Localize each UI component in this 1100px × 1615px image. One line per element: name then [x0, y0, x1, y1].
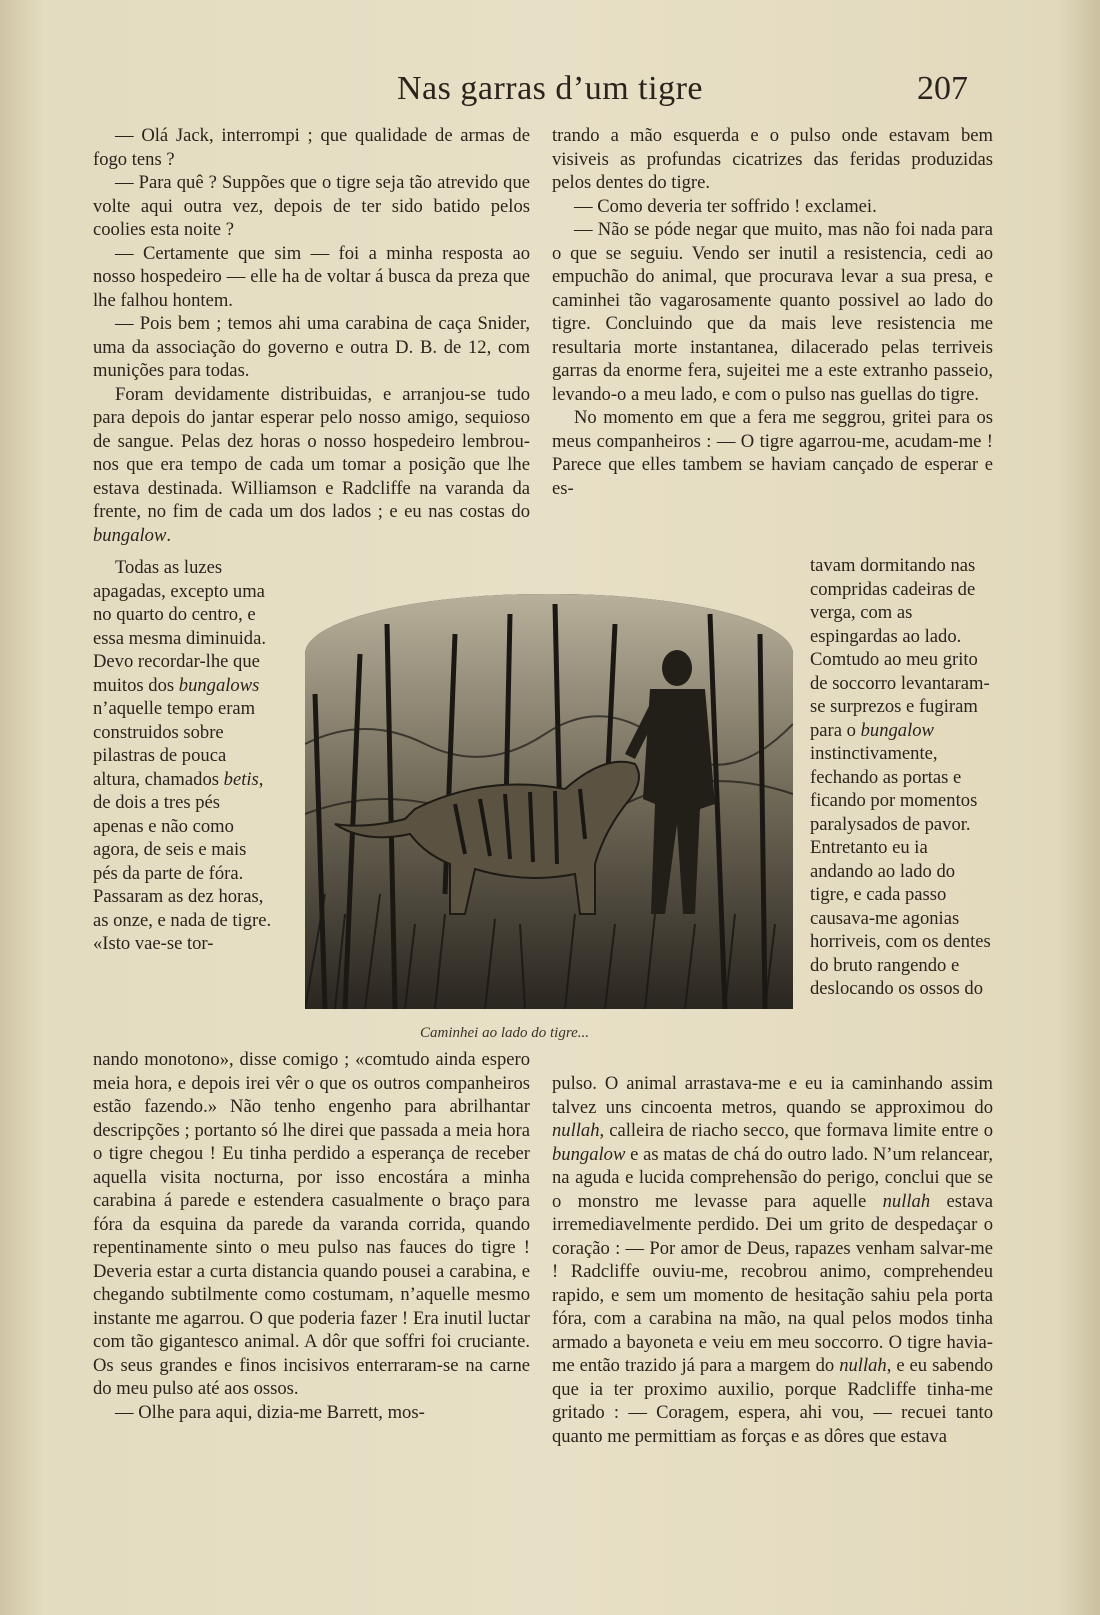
running-title: Nas garras d’um tigre: [396, 70, 703, 107]
paragraph: [552, 1072, 993, 1448]
italic-term: bungalow: [860, 719, 934, 741]
paragraph: No momento em que a fera me seggrou, gritei para os meus companheiros : — O tigre agarrou-me, acudam-me ! Parece que elles tambem se haviam cançado de esperar e es-: [552, 407, 993, 499]
italic-term: nullah: [552, 1120, 600, 1141]
paragraph: [93, 556, 273, 956]
left-wrap-text: [93, 556, 273, 956]
italic-term: betis: [223, 768, 259, 790]
paragraph: — Como deveria ter soffrido ! exclamei.: [574, 195, 877, 217]
paragraph-text: n’aquelle tempo eram construidos sobre pilastras de pouca altura, chamados: [93, 698, 256, 790]
paragraph: — Olhe para aqui, dizia-me Barrett, mos-: [115, 1401, 425, 1423]
right-column: [552, 124, 993, 500]
paragraph-text: , de dois a tres pés apenas e não como agora, de seis e mais pés da parte de fóra. Passaram as dez horas, as onze, e nada de tigre. «Isto vae-se tor-: [93, 768, 272, 954]
italic-term: bungalow: [93, 524, 167, 546]
paragraph: — Olá Jack, interrompi ; que qualidade de armas de fogo tens ?: [93, 125, 530, 170]
page-number: 207: [917, 70, 968, 107]
paragraph: [93, 383, 530, 548]
paragraph-text: instinctivamente, fechando as portas e ficando por momentos paralysados de pavor. Entretanto eu ia andando ao lado do tigre, e cada passo causava-me agonias horriveis, com os dentes do bruto rangendo e deslocando os ossos do: [810, 743, 991, 999]
paragraph-text: pulso. O animal arrastava-me e eu ia caminhando assim talvez uns cincoenta metros, quando se approximou do: [552, 1073, 993, 1118]
paragraph-text: , calleira de riacho secco, que formava limite entre o: [599, 1120, 993, 1141]
paragraph-text: Foram devidamente distribuidas, e arranjou-se tudo para depois do jantar esperar pelo nosso amigo, sequioso de sangue. Pelas dez horas o nosso hospedeiro lembrou-nos que era tempo de cada um tomar a posição que lhe estava destinada. Williamson e Radcliffe na varanda da frente, no fim de cada um dos lados ; e eu nas costas do: [93, 383, 530, 522]
tiger-illustration: [305, 594, 793, 1009]
paragraph: — Não se póde negar que muito, mas não foi nada para o que se seguiu. Vendo ser inutil a resistencia, cedi ao empuchão do animal, que procurava levar a sua presa, e caminhei tão vagarosamente quanto possivel ao lado do tigre. Concluindo que da mais leve resistencia me resultaria morte instantanea, dilacerado pelas terriveis garras da enorme fera, sujeitei me a este extranho passeio, levando-o a meu lado, e com o pulso nas guellas do tigre.: [552, 219, 993, 405]
left-column: [93, 124, 530, 547]
paragraph: [810, 554, 993, 1001]
paragraph-text: Todas as luzes apagadas, excepto uma no quarto do centro, e essa mesma diminuida. Devo recordar-lhe que muitos dos: [93, 557, 266, 696]
paragraph-text: .: [166, 524, 172, 546]
italic-term: bungalows: [178, 674, 260, 696]
italic-term: bungalow: [552, 1143, 626, 1165]
paragraph: nando monotono», disse comigo ; «comtudo ainda espero meia hora, e depois irei vêr o que os outros companheiros estão fazendo.» Não tenho engenho para abrilhantar descripções ; portanto só lhe direi que passada a meia hora o tigre chegou ! Eu tinha perdido a esperança de receber aquella visita nocturna, por isso encostára a minha carabina á parede e estendera casualmente o braço para fóra da esquina da parede da varanda corrida, quando repentinamente sinto o meu pulso nas fauces do tigre ! Deveria estar a curta distancia quando pousei a carabina, e chegando subtilmente como costumam, n’aquelle mesmo instante me agarrou. O que poderia fazer ! Era inutil luctar com tão gigantesco animal. A dôr que soffri foi cruciante. Os seus grandes e finos incisivos enterraram-se na carne do meu pulso até aos ossos.: [93, 1049, 530, 1399]
paragraph-text: estava irremediavelmente perdido. Dei um grito de despedaçar o coração : — Por amor de Deus, rapazes venham salvar-me ! Radcliffe ouviu-me, recobrou animo, comprehendeu rapido, e sem um momento de hesitação sahiu pela porta fóra, com a carabina na mão, na qual pelos modos tinha armado a bayoneta e veiu em meu soccorro. O tigre havia-me então trazido já para a margem do: [552, 1190, 994, 1376]
right-lower-text: [552, 1072, 993, 1448]
left-lower-text: [93, 1048, 530, 1424]
italic-term: nullah: [882, 1190, 931, 1212]
paragraph: — Pois bem ; temos ahi uma carabina de caça Snider, uma da associação do governo e outra D. B. de 12, com munições para todas.: [93, 313, 530, 381]
paragraph: trando a mão esquerda e o pulso onde estavam bem visiveis as profundas cicatrizes das feridas produzidas pelos dentes do tigre.: [552, 125, 993, 193]
right-wrap-text: [810, 554, 993, 1001]
paragraph-text: tavam dormitando nas compridas cadeiras de verga, com as espingardas ao lado. Comtudo ao meu grito de soccorro levantaram-se surprezos e fugiram para o: [810, 555, 990, 741]
italic-term: nullah: [839, 1355, 887, 1376]
figure-caption: Caminhei ao lado do tigre...: [420, 1025, 590, 1041]
paragraph: — Para quê ? Suppões que o tigre seja tão atrevido que volte aqui outra vez, depois de ter sido batido pelos coolies esta noite ?: [93, 172, 530, 240]
paragraph-text: , e eu sabendo que ia ter proximo auxilio, porque Radcliffe tinha-me gritado : — Coragem, espera, ahi vou, — recuei tanto quanto me permittiam as forças e as dôres que estava: [552, 1355, 993, 1447]
tiger-engraving-image: [305, 594, 793, 1009]
paragraph: — Certamente que sim — foi a minha resposta ao nosso hospedeiro — elle ha de voltar á busca da preza que lhe falhou hontem.: [93, 242, 530, 311]
paragraph-text: e as matas de chá do outro lado. N’um relancear, na aguda e lucida comprehensão do perigo, conclui que se o monstro me levasse para aquelle: [552, 1143, 993, 1212]
